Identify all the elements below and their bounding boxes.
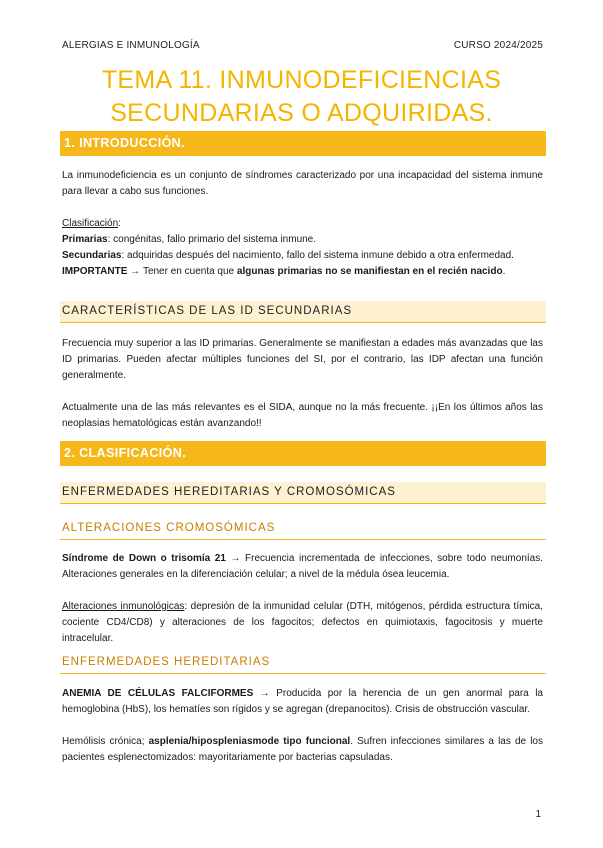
subheading-enfermedades-hereditarias: ENFERMEDADES HEREDITARIAS: [60, 652, 546, 674]
section-heading-clasificacion: 2. CLASIFICACIÓN.: [60, 441, 546, 466]
title-line-1: TEMA 11. INMUNODEFICIENCIAS: [101, 66, 502, 94]
alteraciones-paragraph: Alteraciones inmunológicas: depresión de la inmunidad celular (DTH, mitógenos, pérdida estructura tímica, cociente CD4/CD8) y alteraciones de los fagocitos; defectos en quimiotaxis, fagocitosis y muerte intracelular.: [62, 601, 544, 644]
arrow-icon: →: [253, 688, 277, 699]
primarias-line: Primarias: congénitas, fallo primario del sistema inmune.: [62, 234, 317, 245]
subheading-alteraciones-cromosomicas: ALTERACIONES CROMOSÓMICAS: [60, 518, 546, 540]
header-course-year: CURSO 2024/2025: [453, 40, 543, 51]
secundarias-line: Secundarias: adquiridas después del nacimiento, fallo del sistema inmune debido a otra enfermedad.: [62, 250, 514, 261]
down-paragraph: Síndrome de Down o trisomía 21 → Frecuencia incrementada de infecciones, sobre todo neumonías. Alteraciones generales en la diferenciación celular; a nivel de la médula ósea leucemia.: [62, 553, 544, 580]
caracteristicas-paragraph-1: Frecuencia muy superior a las ID primarias. Generalmente se manifiestan a edades más avanzadas que las ID primarias. Pueden afectar múltiples funciones del SI, por el contrario, las IDP afectan una función generalmente.: [62, 338, 543, 381]
clasificacion-label: Clasificación:: [62, 218, 121, 229]
anemia-paragraph: ANEMIA DE CÉLULAS FALCIFORMES → Producida por la herencia de un gen anormal para la hemoglobina (HbS), los hematíes son rígidos y se agregan (drepanocitos). Crisis de obstrucción vascular.: [62, 688, 543, 715]
intro-paragraph: La inmunodeficiencia es un conjunto de síndromes caracterizado por una incapacidad del sistema inmune para llevar a cabo sus funciones.: [62, 170, 543, 197]
title-line-2: SECUNDARIAS O ADQUIRIDAS.: [110, 99, 493, 127]
arrow-icon: →: [225, 553, 245, 564]
hereditarias-block: [62, 686, 543, 766]
page-title: [40, 64, 563, 130]
subheading-caracteristicas: CARACTERÍSTICAS DE LAS ID SECUNDARIAS: [60, 301, 546, 323]
header-course-subject: ALERGIAS E INMUNOLOGÍA: [62, 40, 200, 51]
caracteristicas-paragraph-2: Actualmente una de las más relevantes es el SIDA, aunque no la más frecuente. ¡¡En los últimos años las neoplasias hematológicas están avanzando!!: [62, 402, 543, 429]
page-number: 1: [535, 809, 541, 820]
importante-line: IMPORTANTE → Tener en cuenta que algunas primarias no se manifiestan en el recién nacido.: [62, 266, 506, 277]
section-heading-introduccion: 1. INTRODUCCIÓN.: [60, 131, 546, 156]
subheading-enfermedades-hereditarias-cromosomicas: ENFERMEDADES HEREDITARIAS Y CROMOSÓMICAS: [60, 482, 546, 504]
intro-block: [62, 168, 543, 280]
caracteristicas-block: [62, 336, 543, 432]
cromosomicas-block: [62, 551, 543, 647]
hemolisis-paragraph: Hemólisis crónica; asplenia/hipospleniasmode tipo funcional. Sufren infecciones similares a las de los pacientes esplenectomizados: mayoritariamente por bacterias capsuladas.: [62, 736, 543, 763]
arrow-icon: →: [127, 266, 143, 277]
